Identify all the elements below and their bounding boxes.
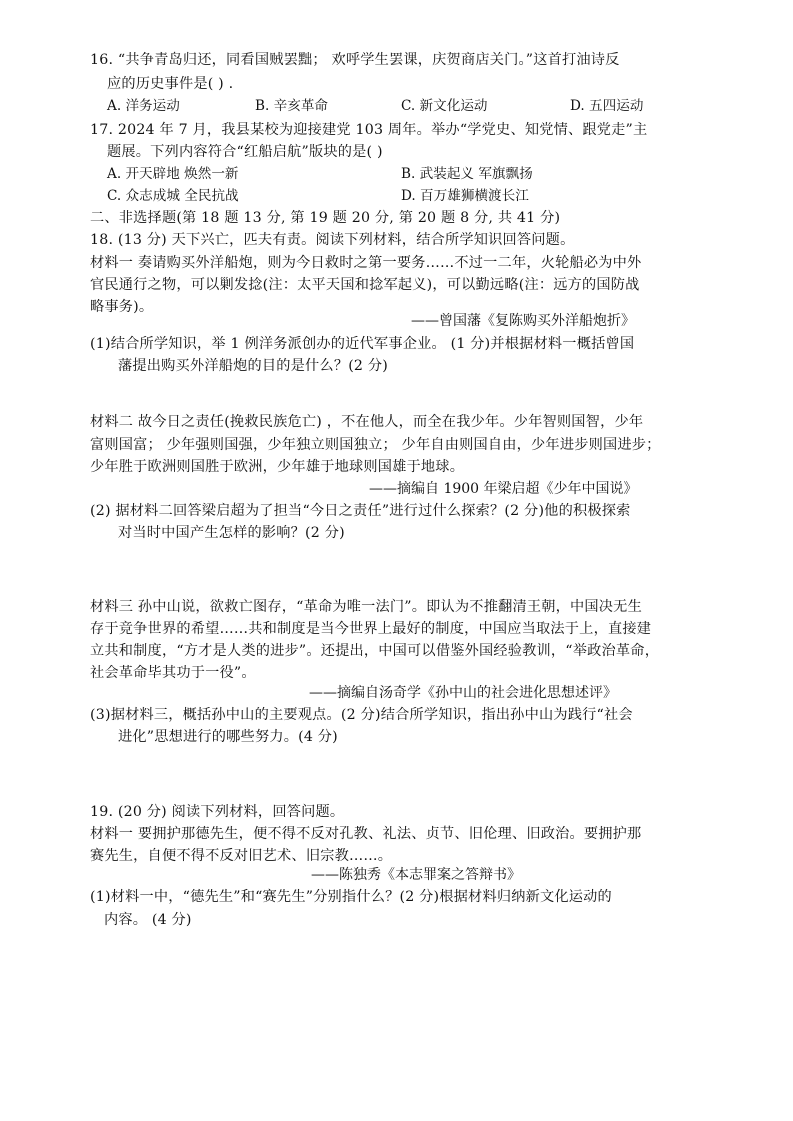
q17-option-c: C. 众志成城 全民抗战 — [107, 188, 239, 204]
q18-intro: 18. (13 分) 天下兴亡，匹夫有责。阅读下列材料，结合所学知识回答问题。 — [90, 232, 575, 248]
q16-stem-line-2: 应的历史事件是( ) . — [107, 76, 234, 92]
q19-material-1-source: ——陈独秀《本志罪案之答辩书》 — [311, 867, 521, 883]
q17-option-d: D. 百万雄狮横渡长江 — [401, 188, 529, 204]
q18-sub-3-line-1: (3)据材料三，概括孙中山的主要观点。(2 分)结合所学知识，指出孙中山为践行“社会 — [90, 707, 633, 723]
q19-intro: 19. (20 分) 阅读下列材料，回答问题。 — [90, 804, 345, 820]
q18-sub-2-line-1: (2) 据材料二回答梁启超为了担当“今日之责任”进行过什么探索？(2 分)他的积极探索 — [90, 503, 631, 519]
q19-sub-1-line-1: (1)材料一中，“德先生”和“赛先生”分别指什么？(2 分)根据材料归纳新文化运动的 — [90, 889, 612, 905]
q17-stem-line-2: 题展。下列内容符合“红船启航”版块的是( ) — [107, 144, 383, 160]
q18-sub-1-line-1: (1)结合所学知识，举 1 例洋务派创办的近代军事企业。 (1 分)并根据材料一概括曾国 — [90, 336, 635, 352]
q18-material-1-source: ——曾国藩《复陈购买外洋船炮折》 — [411, 313, 635, 329]
q18-sub-1-line-2: 藩提出购买外洋船炮的目的是什么？(2 分) — [118, 358, 388, 374]
q16-option-a: A. 洋务运动 — [107, 98, 180, 114]
q18-material-1-line-1: 材料一 奏请购买外洋船炮，则为今日救时之第一要务……不过一二年，火轮船必为中外 — [90, 255, 642, 271]
q16-option-c: C. 新文化运动 — [401, 98, 488, 114]
q17-option-b: B. 武装起义 军旗飘扬 — [401, 166, 533, 182]
q17-stem-line-1: 17. 2024 年 7 月，我县某校为迎接建党 103 周年。举办“学党史、知党情、跟党走”主 — [90, 122, 648, 138]
q18-sub-2-line-2: 对当时中国产生怎样的影响？(2 分) — [118, 525, 345, 541]
q16-option-b: B. 辛亥革命 — [255, 98, 329, 114]
q18-material-2-line-1: 材料二 故今日之责任(挽救民族危亡) ，不在他人，而全在我少年。少年智则国智，少年 — [90, 414, 644, 430]
q18-material-1-line-2: 官民通行之物，可以剿发捻(注：太平天国和捻军起义)，可以勤远略(注：远方的国防战 — [90, 277, 640, 293]
q18-material-3-line-3: 立共和制度，“方才是人类的进步”。还提出，中国可以借鉴外国经验教训，“举政治革命， — [90, 643, 660, 659]
q18-material-1-line-3: 略事务)。 — [90, 299, 154, 315]
q16-option-d: D. 五四运动 — [570, 98, 644, 114]
q18-material-2-source: ——摘编自 1900 年梁启超《少年中国说》 — [369, 481, 638, 497]
q18-sub-3-line-2: 进化”思想进行的哪些努力。(4 分) — [118, 729, 338, 745]
q19-material-1-line-2: 赛先生，自便不得不反对旧艺术、旧宗教……。 — [90, 848, 393, 864]
q18-material-2-line-2: 富则国富； 少年强则国强，少年独立则国独立； 少年自由则国自由，少年进步则国进步； — [90, 437, 661, 453]
q16-stem-line-1: 16. “共争青岛归还，同看国贼罢黜； 欢呼学生罢课，庆贺商店关门。”这首打油诗反 — [90, 52, 620, 68]
q19-material-1-line-1: 材料一 要拥护那德先生，便不得不反对孔教、礼法、贞节、旧伦理、旧政治。要拥护那 — [90, 826, 642, 842]
section-heading: 二、非选择题(第 18 题 13 分, 第 19 题 20 分, 第 20 题 8 分, 共 41 分) — [90, 210, 561, 226]
q19-sub-1-line-2: 内容。 (4 分) — [104, 912, 192, 928]
q18-material-3-source: ——摘编自汤奇学《孙中山的社会进化思想述评》 — [309, 685, 617, 701]
q18-material-2-line-3: 少年胜于欧洲则国胜于欧洲，少年雄于地球则国雄于地球。 — [90, 459, 465, 475]
q18-material-3-line-1: 材料三 孙中山说，欲救亡图存，“革命为唯一法门”。即认为不推翻清王朝，中国决无生 — [90, 599, 642, 615]
q17-option-a: A. 开天辟地 焕然一新 — [107, 166, 239, 182]
q18-material-3-line-4: 社会革命毕其功于一役”。 — [90, 665, 256, 681]
q18-material-3-line-2: 存于竞争世界的希望……共和制度是当今世界上最好的制度，中国应当取法于上，直接建 — [90, 621, 652, 637]
